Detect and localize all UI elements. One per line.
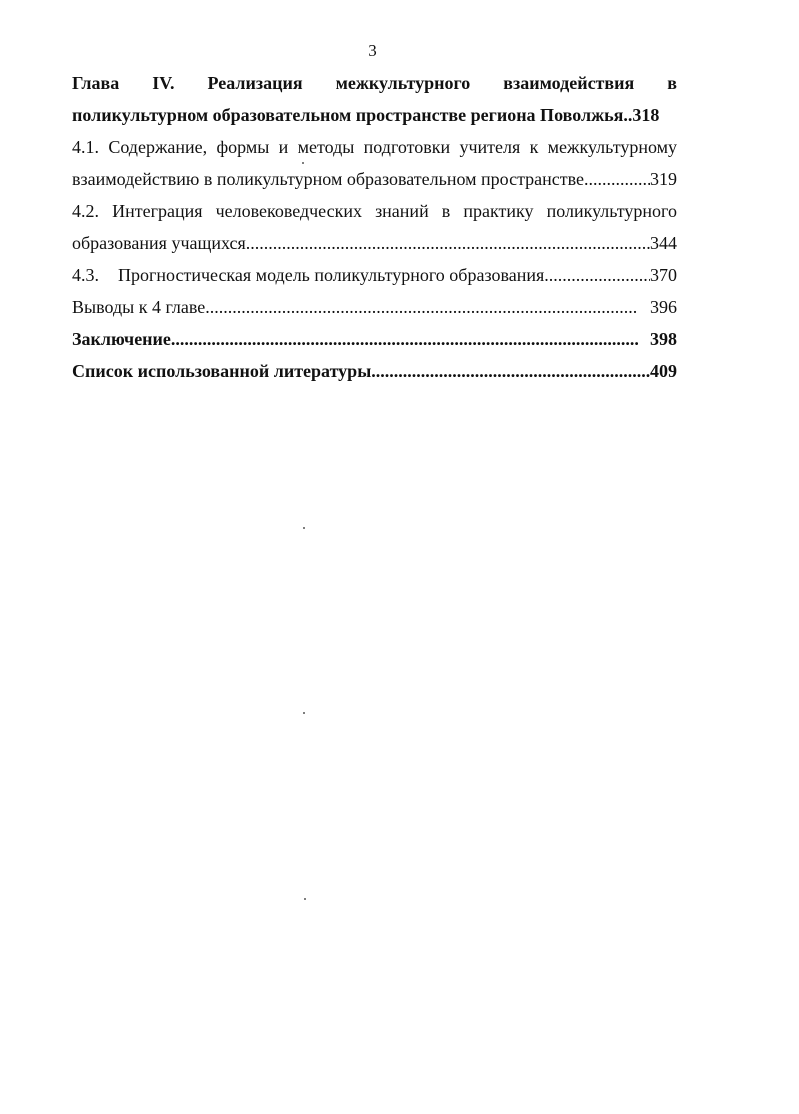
toc-entry-text: Выводы к 4 главе <box>72 297 206 317</box>
toc-entry-text: образования учащихся <box>72 233 246 253</box>
toc-section-4-1-line2 <box>72 163 677 195</box>
toc-entry-text: взаимодействию в поликультурном образовательном пространстве <box>72 169 585 189</box>
scan-speck <box>304 898 306 900</box>
toc-page-number: 370 <box>650 265 677 285</box>
toc-entry-text: Заключение <box>72 329 171 349</box>
toc-page-number: 409 <box>650 361 677 381</box>
scan-speck <box>302 162 304 164</box>
toc-conclusion <box>72 323 677 355</box>
toc-page-number: 319 <box>650 169 677 189</box>
toc-section-number: 4.3. <box>72 265 99 285</box>
table-of-contents <box>72 67 677 387</box>
scan-speck <box>303 527 305 529</box>
page-number: 3 <box>368 41 377 60</box>
toc-page-number: 344 <box>650 233 677 253</box>
toc-entry-text: Список использованной литературы <box>72 361 372 381</box>
dot-leader <box>205 291 638 323</box>
scan-speck <box>303 712 305 714</box>
toc-section-title: Прогностическая модель поликультурного образования <box>118 265 545 285</box>
toc-entry-text <box>72 259 544 291</box>
toc-page-number: 396 <box>650 297 677 317</box>
dot-leader <box>246 227 650 259</box>
toc-section-4-1-line1: 4.1. Содержание, формы и методы подготовки учителя к межкультурному <box>72 137 677 157</box>
toc-section-4-2-line2 <box>72 227 677 259</box>
dot-leader <box>371 355 650 387</box>
toc-page-number: 398 <box>650 329 677 349</box>
toc-bibliography <box>72 355 677 387</box>
dot-leader <box>584 163 650 195</box>
dot-leader <box>171 323 638 355</box>
toc-section-4-2-line1: 4.2. Интеграция человековедческих знаний в практику поликультурного <box>72 201 677 221</box>
toc-section-4-3 <box>72 259 677 291</box>
toc-chapter4-conclusions <box>72 291 677 323</box>
toc-chapter4-title-line2: поликультурном образовательном пространстве региона Поволжья..318 <box>72 105 660 125</box>
dot-leader <box>544 259 650 291</box>
toc-chapter4-title-line1: Глава IV. Реализация межкультурного взаимодействия в <box>72 73 677 93</box>
